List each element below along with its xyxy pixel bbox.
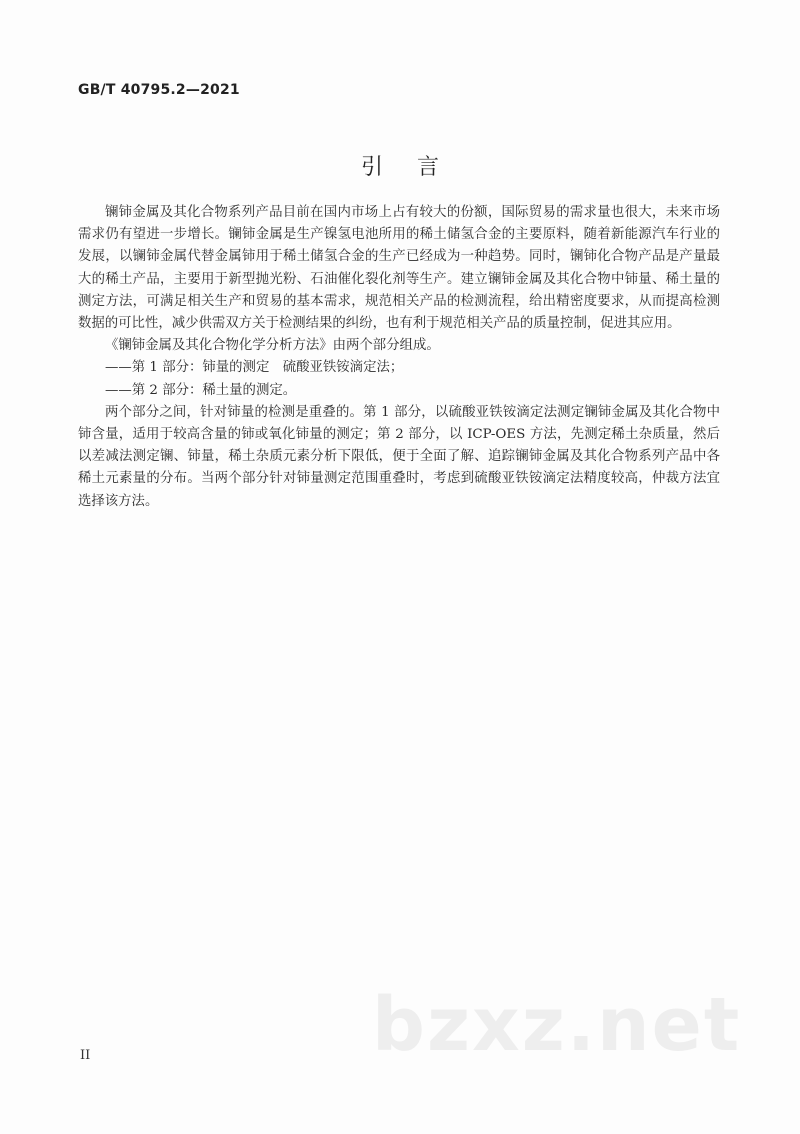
page-number: II (80, 1048, 91, 1063)
paragraph-overlap: 两个部分之间，针对铈量的检测是重叠的。第 1 部分，以硫酸亚铁铵滴定法测定镧铈金属及其化合物中铈含量，适用于较高含量的铈或氧化铈量的测定；第 2 部分，以 ICP-OES 方法，先测定稀土杂质量，然后以差减法测定镧、铈量，稀土杂质元素分析下限低，便于全面了解、追踪镧铈金属及其化合物系列产品中各稀土元素量的分布。当两个部分针对铈量测定范围重叠时，考虑到硫酸亚铁铵滴定法精度较高，仲裁方法宜选择该方法。 (78, 404, 720, 509)
list-item-part-1: ——第 1 部分：铈量的测定 硫酸亚铁铵滴定法； (105, 360, 404, 376)
paragraph-intro: 镧铈金属及其化合物系列产品目前在国内市场上占有较大的份额，国际贸易的需求量也很大，未来市场需求仍有望进一步增长。镧铈金属是生产镍氢电池所用的稀土储氢合金的主要原料，随着新能源汽车行业的发展，以镧铈金属代替金属铈用于稀土储氢合金的生产已经成为一种趋势。同时，镧铈化合物产品是产量最大的稀土产品，主要用于新型抛光粉、石油催化裂化剂等生产。建立镧铈金属及其化合物中铈量、稀土量的测定方法，可满足相关生产和贸易的基本需求，规范相关产品的检测流程，给出精密度要求，从而提高检测数据的可比性，减少供需双方关于检测结果的纠纷，也有利于规范相关产品的质量控制，促进其应用。 (78, 205, 720, 332)
body-text (78, 202, 720, 513)
paragraph-composition: 《镧铈金属及其化合物化学分析方法》由两个部分组成。 (105, 338, 440, 354)
list-item-part-2: ——第 2 部分：稀土量的测定。 (105, 382, 297, 398)
watermark-logo: bzxz.net (372, 982, 742, 1068)
section-title: 引言 (360, 155, 473, 180)
standard-code: GB/T 40795.2—2021 (78, 82, 240, 98)
